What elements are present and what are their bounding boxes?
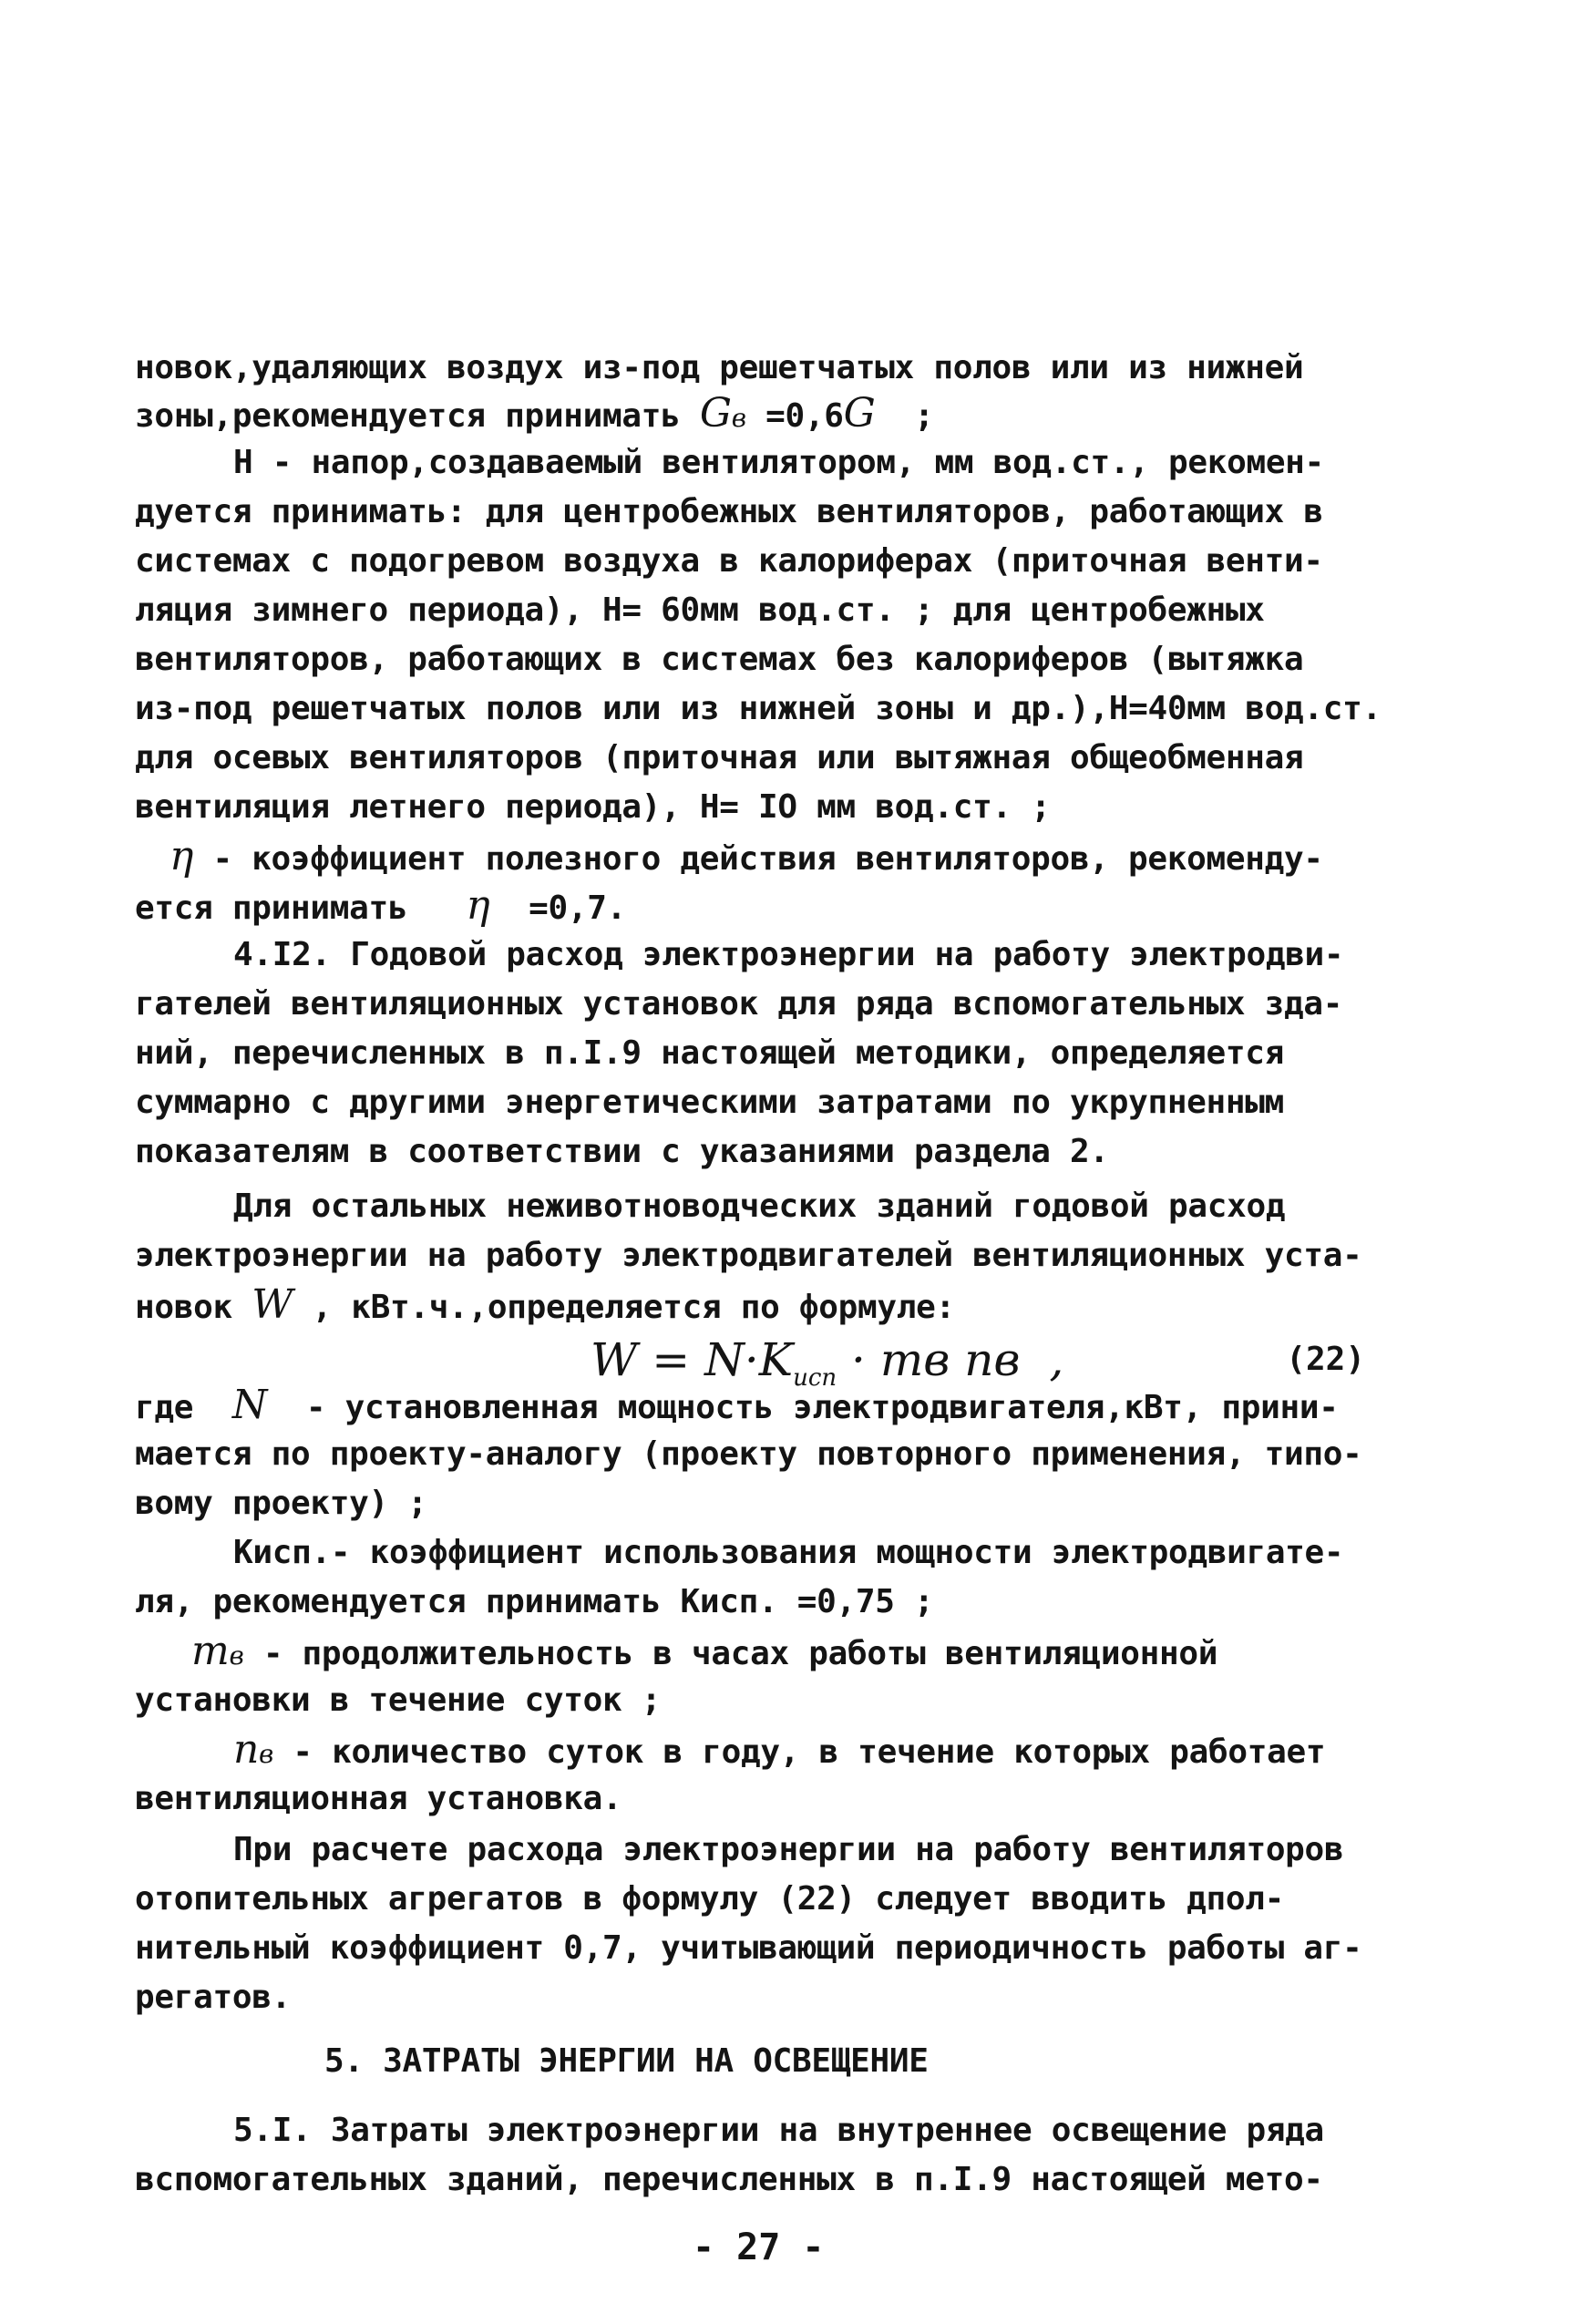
text-line: показателям в соответствии с указаниями раздела 2. [135,1133,1109,1170]
symbol-n-v: nв [233,1726,274,1773]
text-line [135,390,1365,437]
text-line: вентиляторов, работающих в системах без калориферов (вытяжка [135,641,1304,678]
text-line: Для остальных неживотноводческих зданий годовой расход [233,1188,1286,1225]
text-line: Кисп.- коэффициент использования мощности электродвигате- [233,1534,1344,1571]
symbol-eta: η [466,882,490,929]
text-line: установки в течение суток ; [135,1681,662,1719]
text-line: 4.I2. Годовой расход электроэнергии на работу электродви- [233,936,1344,973]
text-line: дуется принимать: для центробежных вентиляторов, работающих в [135,493,1323,530]
text-line: 5.I. Затраты электроэнергии на внутреннее освещение ряда [233,2112,1324,2149]
text-line: Н - напор,создаваемый вентилятором, мм вод.ст., рекомен- [233,444,1324,481]
text-line [135,1281,1365,1329]
text-line: для осевых вентиляторов (приточная или вытяжная общеобменная [135,739,1304,776]
text-line [233,1726,1464,1774]
symbol-n: N [231,1382,268,1428]
text-fragment: ется принимать [135,889,408,927]
text-fragment: - количество суток в году, в течение которых работает [293,1733,1326,1771]
symbol-m-v: mв [191,1628,244,1674]
text-fragment: новок [135,1289,232,1326]
formula-row [135,1332,1365,1392]
text-line: ляция зимнего периода), Н= 60мм вод.ст. ; для центробежных [135,591,1265,629]
formula: $W = N\cdot K_{исп}$ · mв nв , [591,1333,1064,1392]
text-fragment: =0,6 [765,397,844,435]
text-line: При расчете расхода электроэнергии на работу вентиляторов [233,1831,1344,1868]
section-heading: 5. ЗАТРАТЫ ЭНЕРГИИ НА ОСВЕЩЕНИЕ [324,2042,929,2080]
text-fragment: , кВт.ч.,определяется по формуле: [312,1289,955,1326]
equation-number: (22) [1286,1341,1365,1378]
text-fragment: =0,7. [529,889,627,927]
text-line [170,833,1400,880]
text-line: новок,удаляющих воздух из-под решетчатых полов или из нижней [135,349,1304,386]
text-line: системах с подогревом воздуха в калориферах (приточная венти- [135,542,1323,580]
text-fragment: где [135,1389,194,1426]
text-line: вентиляционная установка. [135,1780,622,1817]
text-line: электроэнергии на работу электродвигателей вентиляционных уста- [135,1237,1362,1274]
symbol-g-v: Gв [699,390,746,437]
text-line: суммарно с другими энергетическими затратами по укрупненным [135,1084,1285,1121]
text-line: ля, рекомендуется принимать Кисп. =0,75 ; [135,1583,934,1620]
text-fragment: - коэффициент полезного действия вентиляторов, рекоменду- [212,840,1323,878]
text-fragment: ; [914,397,934,435]
text-line: вспомогательных зданий, перечисленных в п.I.9 настоящей мето- [135,2161,1323,2198]
text-line: вентиляция летнего периода), Н= IO мм вод.ст. ; [135,788,1051,826]
page-number: - 27 - [693,2226,825,2268]
text-line: регатов. [135,1979,291,2016]
text-line: ний, перечисленных в п.I.9 настоящей методики, определяется [135,1034,1285,1072]
text-line: нительный коэффициент 0,7, учитывающий периодичность работы аг- [135,1929,1362,1967]
text-line: из-под решетчатых полов или из нижней зоны и др.),Н=40мм вод.ст. [135,690,1382,727]
text-line: вому проекту) ; [135,1485,427,1522]
symbol-w: W [252,1281,293,1328]
text-line [191,1628,1422,1675]
text-fragment: - установленная мощность электродвигателя,кВт, прини- [305,1389,1339,1426]
text-line: гателей вентиляционных установок для ряда вспомогательных зда- [135,985,1343,1023]
text-fragment: зоны,рекомендуется принимать [135,397,681,435]
symbol-g: G [843,390,876,437]
text-line [135,1382,1365,1429]
text-line: отопительных агрегатов в формулу (22) следует вводить дпол- [135,1880,1285,1918]
text-fragment: - продолжительность в часах работы вентиляционной [262,1635,1218,1672]
text-line: мается по проекту-аналогу (проекту повторного применения, типо- [135,1435,1362,1473]
text-line [135,882,1365,930]
symbol-eta: η [170,833,194,879]
